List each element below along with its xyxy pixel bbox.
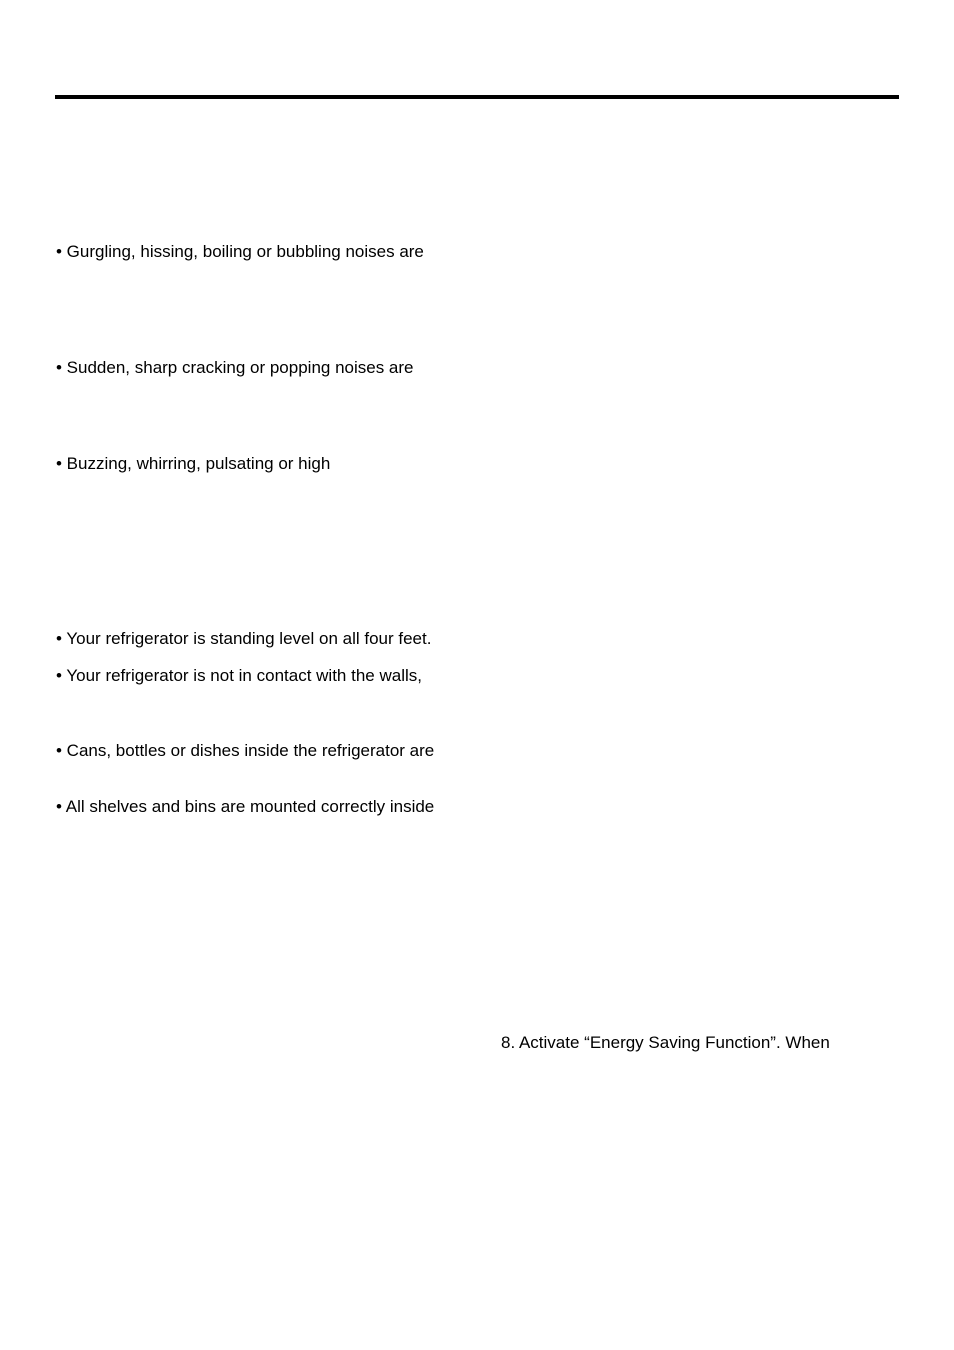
bullet-cracking-noises: • Sudden, sharp cracking or popping noises are	[56, 358, 414, 377]
step-energy-saving: 8. Activate “Energy Saving Function”. When	[501, 1033, 830, 1052]
bullet-buzzing-noises: • Buzzing, whirring, pulsating or high	[56, 454, 331, 473]
bullet-shelves-bins: • All shelves and bins are mounted correctly inside	[56, 797, 435, 816]
bullet-standing-level: • Your refrigerator is standing level on all four feet.	[56, 629, 432, 648]
bullet-gurgling-noises: • Gurgling, hissing, boiling or bubbling noises are	[56, 242, 424, 261]
bullet-not-touching-walls: • Your refrigerator is not in contact with the walls,	[56, 666, 422, 685]
bullet-cans-bottles: • Cans, bottles or dishes inside the refrigerator are	[56, 741, 435, 760]
header-rule	[55, 95, 899, 99]
